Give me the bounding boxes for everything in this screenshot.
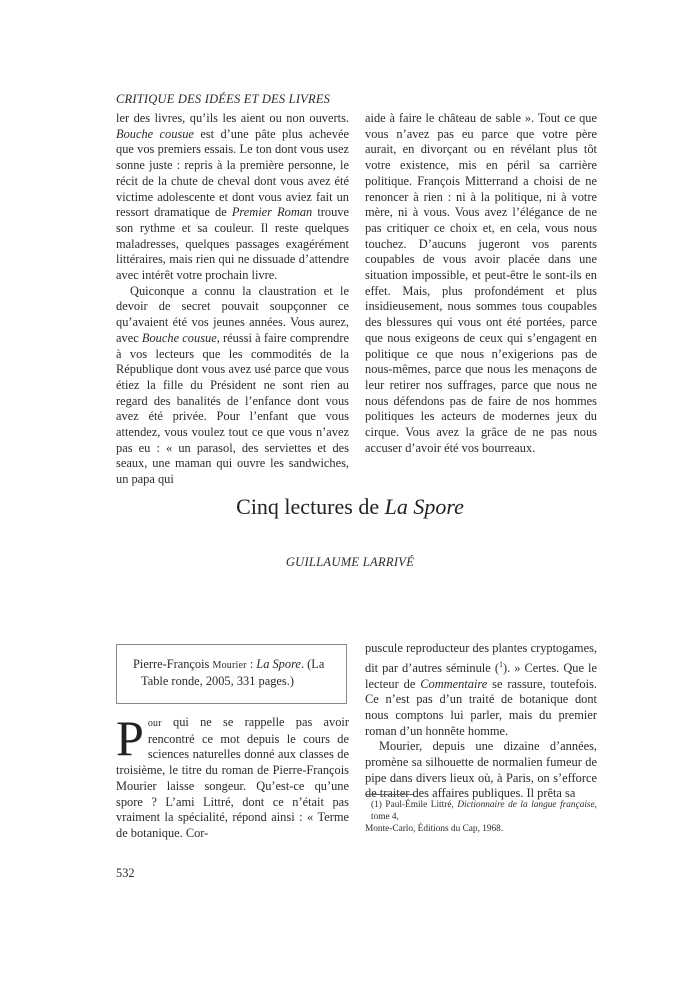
title-italic: La Spore bbox=[384, 494, 464, 519]
top-right-column bbox=[365, 111, 597, 456]
journal-title: Commentaire bbox=[420, 676, 488, 691]
article-title bbox=[0, 494, 700, 520]
text-run: (1) Paul-Émile Littré, bbox=[371, 800, 458, 810]
bottom-right-column bbox=[365, 641, 597, 802]
text-run: se rassure, toutefois. Ce n’est pas d’un traité de botanique dont nous comptons lui parler, mais du premier roman d’un honnête homme. bbox=[365, 676, 597, 738]
book-title: Bouche cousue bbox=[116, 126, 194, 141]
reference-details: . (La bbox=[300, 657, 325, 671]
text-run: , réussi à faire comprendre à vos lecteurs que les commodités de la République dont vous avez usé parce que vous étiez la fille du Président ne sont rien au regard des banalités de l’enfance dont vous avez été privée. Pour l’enfant que vous attendez, vous voulez tout ce que vous n’avez pas eu : « un parasol, des serviettes et des seaux, une maman qui ouvre les sandwiches, un papa qui bbox=[116, 330, 349, 487]
footnote-book-title: Dictionnaire de la langue française bbox=[457, 800, 595, 810]
bottom-left-column bbox=[116, 710, 349, 842]
text-run: Quiconque a connu la claustration et le devoir de secret pouvait soupçonner ce qu’avaient été vos jeunes années. Vous aurez, avec bbox=[116, 283, 349, 345]
reference-line bbox=[133, 657, 336, 674]
small-caps-lead: our bbox=[147, 718, 162, 729]
drop-cap: P bbox=[116, 710, 144, 766]
footnote bbox=[365, 799, 597, 835]
text-run: ler des livres, qu’ils les aient ou non ouverts. bbox=[116, 111, 349, 125]
reference-author-surname: Mourier bbox=[212, 660, 247, 671]
reference-book-title: La Spore bbox=[256, 657, 301, 671]
paragraph bbox=[116, 284, 349, 488]
paragraph: aide à faire le château de sable ». Tout ce que vous n’avez pas eu parce que votre père aurait, en divorçant ou en révélant plus tôt votre existence, mis en péril sa carrière politique. François Mitterrand a choisi de ne renoncer à rien : ni à la politique, ni à votre mère, ni à vous. Vous avez l’élégance de ne pas critiquer ce choix et, en cela, vous nous touchez. D’aucuns jugeront vos parents coupables de vous avoir placée dans une situation impossible, et peut-être le sont-ils en effet. Mais, plus profondément et plus insidieusement, nous sommes tous coupables des blessures qui vous ont été portées, parce que nous exigeons de ceux qui s’engagent en politique ce que nous n’exigerions pas de nous-mêmes, parce que nous les menaçons de leur retirer nos suffrages, parce que nous ne nous défendons pas de faire de nos hommes politiques les acteurs de modernes jeux du cirque. Vous avez la grâce de ne pas nous accuser d’avoir été vos bourreaux. bbox=[365, 111, 597, 455]
footnote-line: Monte-Carlo, Éditions du Cap, 1968. bbox=[365, 824, 504, 834]
text-run: , tome 4, bbox=[371, 800, 597, 822]
text-run: qui ne se rappelle pas avoir rencontré ce mot depuis le cours de sciences naturelles donné aux classes de troisième, le titre du roman de Pierre-François Mourier laisse songeur. Qu’est-ce qu’une spore ? L’ami Littré, dont ce n’était pas vraiment la spécialité, répond ainsi : « Terme de botanique. Cor- bbox=[116, 715, 349, 840]
footnote-ref: 1 bbox=[498, 659, 503, 669]
text-run: trouve son rythme et sa couleur. Il reste quelques maladresses, quelques passages exagérément littéraires, mais rien qui ne dissuade d’attendre avec intérêt votre prochain livre. bbox=[116, 205, 349, 283]
book-title: Bouche cousue bbox=[141, 330, 217, 345]
paragraph bbox=[116, 111, 349, 284]
reference-sep: : bbox=[246, 657, 257, 671]
reference-author: Pierre-François bbox=[133, 657, 213, 671]
text-run: est d’une pâte plus achevée que vos premiers essais. Le ton dont vous usez sonne juste : repris à la première personne, le récit de la chute de cheval dont vous avez été victime adolescente et dont vous aviez fait un ressort dramatique de bbox=[116, 126, 349, 220]
book-title: Premier Roman bbox=[231, 205, 313, 220]
page-number: 532 bbox=[116, 866, 135, 880]
text-run: puscule reproducteur des plantes cryptogames, dit par d’autres séminule ( bbox=[365, 641, 597, 675]
reference-line: Table ronde, 2005, 331 pages.) bbox=[141, 673, 294, 688]
paragraph bbox=[365, 641, 597, 739]
footnote-rule bbox=[365, 794, 413, 795]
book-reference-box bbox=[116, 644, 347, 704]
paragraph bbox=[116, 710, 349, 842]
title-text: Cinq lectures de bbox=[236, 494, 385, 519]
running-head: CRITIQUE DES IDÉES ET DES LIVRES bbox=[116, 92, 331, 106]
article-author: GUILLAUME LARRIVÉ bbox=[285, 555, 415, 569]
paragraph: Mourier, depuis une dizaine d’années, promène sa silhouette de normalien fumeur de pipe dans divers lieux où, à Paris, on s’efforce de traiter des affaires publiques. Il prêta sa bbox=[365, 739, 597, 801]
text-run: ). » Certes. Que le lecteur de bbox=[365, 660, 597, 691]
footnote-line bbox=[365, 799, 597, 823]
top-left-column bbox=[116, 111, 349, 488]
